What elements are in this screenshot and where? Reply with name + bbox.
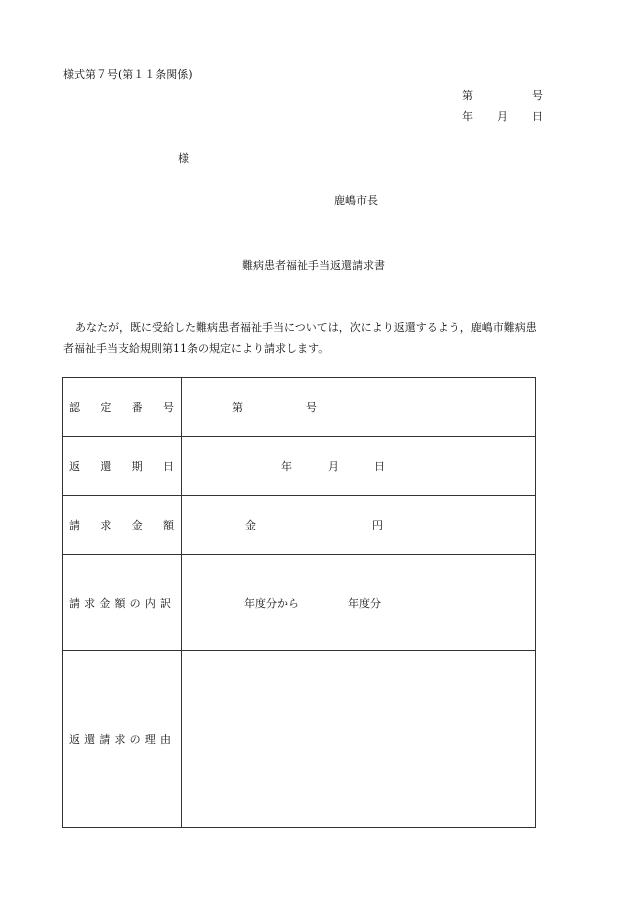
label-amount-breakdown: 請 求 金 額 の 内 訳 bbox=[69, 596, 171, 610]
doc-number-suffix: 号 bbox=[532, 89, 543, 102]
document-title: 難病患者福祉手当返還請求書 bbox=[242, 259, 385, 272]
label-refund-reason: 返 還 請 求 の 理 由 bbox=[69, 733, 171, 746]
date-month: 月 bbox=[497, 110, 508, 123]
reason-field[interactable] bbox=[182, 651, 536, 828]
breakdown-field[interactable]: 年度分から 年度分 bbox=[182, 555, 536, 651]
body-text-line-1: あなたが，既に受給した難病患者福祉手当については，次により返還するよう，鹿嶋市難病患 bbox=[75, 321, 537, 334]
date-day: 日 bbox=[532, 110, 543, 123]
cert-number-field[interactable]: 第 号 bbox=[182, 378, 536, 437]
table-row-due-date bbox=[63, 437, 536, 496]
table-row-breakdown bbox=[63, 555, 536, 651]
table-row-certification-number bbox=[63, 378, 536, 437]
form-number: 様式第７号(第１１条関係) bbox=[63, 68, 193, 81]
due-date-field[interactable]: 年 月 日 bbox=[182, 437, 536, 496]
table-row-amount bbox=[63, 496, 536, 555]
body-text-line-2: 者福祉手当支給規則第11条の規定により請求します。 bbox=[63, 342, 330, 355]
label-amount: 請 求 金 額 bbox=[69, 519, 174, 532]
table-row-reason bbox=[63, 651, 536, 828]
amount-field[interactable]: 金 円 bbox=[182, 496, 536, 555]
issuer-name: 鹿嶋市長 bbox=[334, 194, 378, 207]
label-due-date: 返 還 期 日 bbox=[69, 460, 174, 473]
request-table bbox=[62, 377, 536, 828]
label-certification-number: 認 定 番 号 bbox=[69, 401, 174, 414]
doc-number-prefix: 第 bbox=[462, 89, 473, 102]
addressee-suffix: 様 bbox=[178, 152, 189, 165]
date-year: 年 bbox=[462, 110, 473, 123]
